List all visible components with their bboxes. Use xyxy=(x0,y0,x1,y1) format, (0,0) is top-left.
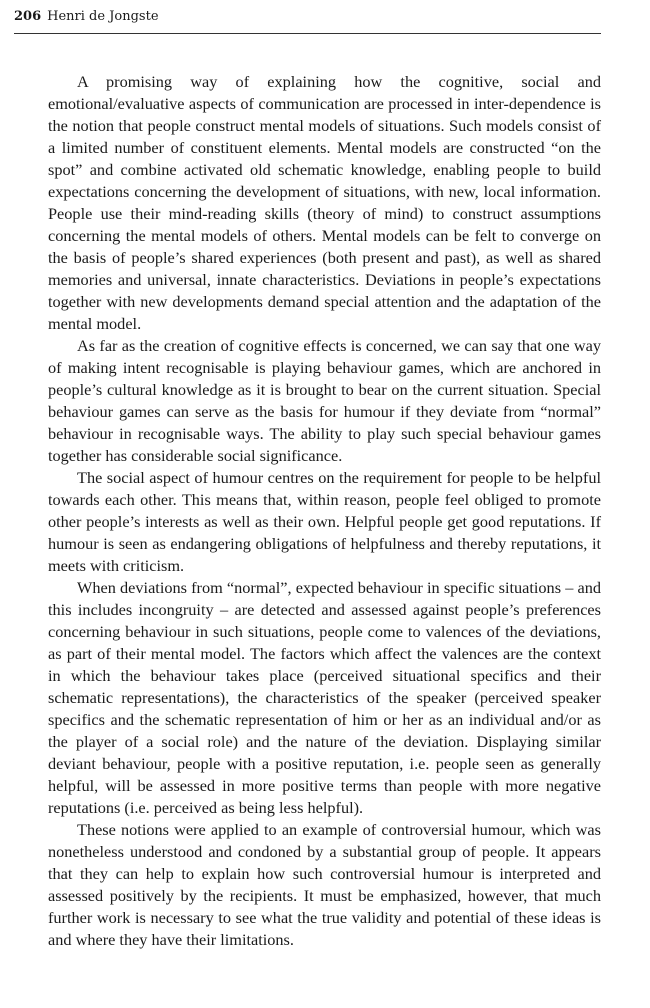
paragraph-deviations: When deviations from “normal”, expected behaviour in specific situations – and this includes incongruity – are detected and assessed against people’s preferences concerning behaviour in such situations, people come to valences of the deviations, as part of their mental model. The factors which affect the valences are the context in which the behaviour takes place (perceived situational specifics and their schematic representations), the characteristics of the speaker (perceived speaker specifics and the schematic representation of him or her as an individual and/or as the player of a social role) and the nature of the deviation. Displaying similar deviant behaviour, people with a positive reputation, i.e. people seen as generally helpful, will be assessed in more positive terms than people with more negative reputations (i.e. perceived as being less helpful). xyxy=(48,578,601,817)
paragraph-conclusion: These notions were applied to an example of controversial humour, which was nonetheless understood and condoned by a substantial group of people. It appears that they can help to explain how such controversial humour is interpreted and assessed positively by the recipients. It must be emphasized, however, that much further work is necessary to see what the true validity and potential of these ideas is and where they have their limitations. xyxy=(48,820,601,949)
paragraph-mental-models: A promising way of explaining how the cognitive, social and emotional/evaluative aspects of communication are processed in inter-dependence is the notion that people construct mental models of situations. Such models consist of a limited number of constituent elements. Mental models are constructed “on the spot” and combine activated old schematic knowledge, enabling people to build expectations concerning the development of situations, with new, local information. People use their mind-reading skills (theory of mind) to construct assumptions concerning the mental models of others. Mental models can be felt to converge on the basis of people’s shared experiences (both present and past), as well as shared memories and universal, innate characteristics. Deviations in people’s expectations together with new developments demand special attention and the adaptation of the mental model. xyxy=(48,72,601,333)
paragraph-cognitive-effects: As far as the creation of cognitive effects is concerned, we can say that one way of making intent recognisable is playing behaviour games, which are anchored in people’s cultural knowledge as it is brought to bear on the current situation. Special behaviour games can serve as the basis for humour if they deviate from “normal” behaviour in recognisable ways. The ability to play such special behaviour games together has considerable social significance. xyxy=(48,336,601,465)
body-text xyxy=(48,71,601,951)
paragraph-social-aspect: The social aspect of humour centres on the requirement for people to be helpful towards each other. This means that, within reason, people feel obliged to promote other people’s interests as well as their own. Helpful people get good reputations. If humour is seen as endangering obligations of helpfulness and thereby reputations, it meets with criticism. xyxy=(48,468,601,575)
page-number: 206 xyxy=(14,9,42,24)
running-head-author: Henri de Jongste xyxy=(47,9,159,24)
running-head xyxy=(14,9,601,34)
